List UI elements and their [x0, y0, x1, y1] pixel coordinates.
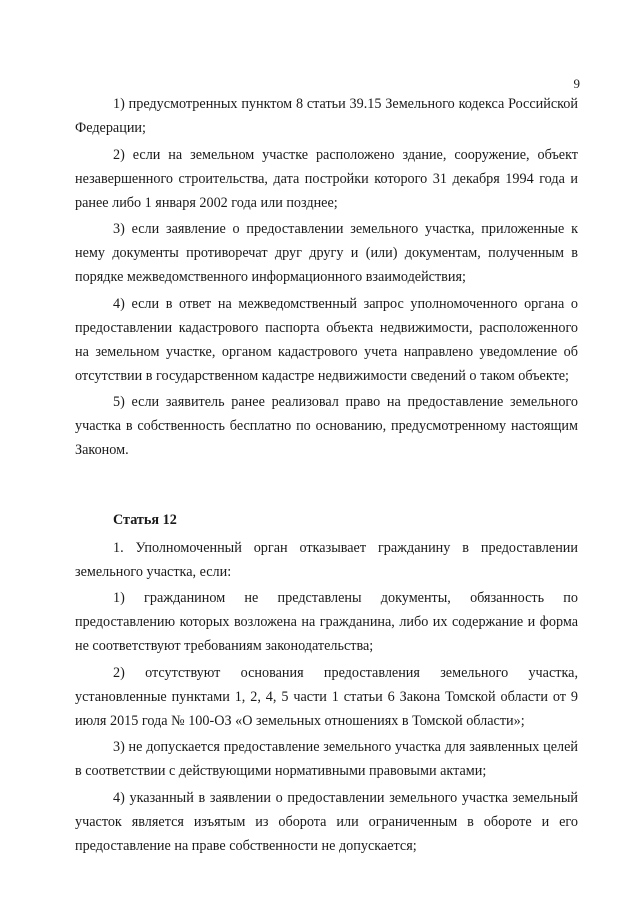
page-number: 9 [573, 76, 580, 91]
article-12-item-4: 4) указанный в заявлении о предоставлении земельного участка земельный участок является изъятым из оборота или ограниченным в обороте и его предоставление на праве собственности не допускается; [75, 789, 578, 854]
paragraph-item-1: 1) предусмотренных пунктом 8 статьи 39.15 Земельного кодекса Российской Федерации; [75, 96, 578, 136]
document-body [75, 92, 578, 860]
paragraph-item-4: 4) если в ответ на межведомственный запрос уполномоченного органа о предоставлении кадастрового паспорта объекта недвижимости, расположенного на земельном участке, органом кадастрового учета направлено уведомление об отсутствии в государственном кадастре недвижимости сведений о таком объекте; [75, 295, 578, 384]
paragraph-item-3: 3) если заявление о предоставлении земельного участка, приложенные к нему документы противоречат друг другу и (или) документам, полученным в порядке межведомственного информационного взаимодействия; [75, 221, 578, 285]
article-12-item-3: 3) не допускается предоставление земельного участка для заявленных целей в соответствии с действующими нормативными правовыми актами; [75, 739, 578, 779]
paragraph-item-2: 2) если на земельном участке расположено здание, сооружение, объект незавершенного строительства, дата постройки которого 31 декабря 1994 года и ранее либо 1 января 2002 года или позднее; [75, 146, 578, 211]
article-12-item-2: 2) отсутствуют основания предоставления земельного участка, установленные пунктами 1, 2, 4, 5 части 1 статьи 6 Закона Томской области от 9 июля 2015 года № 100-ОЗ «О земельных отношениях в Томской области»; [75, 664, 578, 729]
paragraph-item-5: 5) если заявитель ранее реализовал право на предоставление земельного участка в собственность бесплатно по основанию, предусмотренному настоящим Законом. [75, 394, 578, 458]
article-heading: Статья 12 [113, 511, 177, 528]
article-12-item-1: 1) гражданином не представлены документы, обязанность по предоставлению которых возложена на гражданина, либо их содержание и форма не соответствуют требованиям законодательства; [75, 590, 578, 654]
article-12-intro: 1. Уполномоченный орган отказывает гражданину в предоставлении земельного участка, если: [75, 539, 578, 580]
